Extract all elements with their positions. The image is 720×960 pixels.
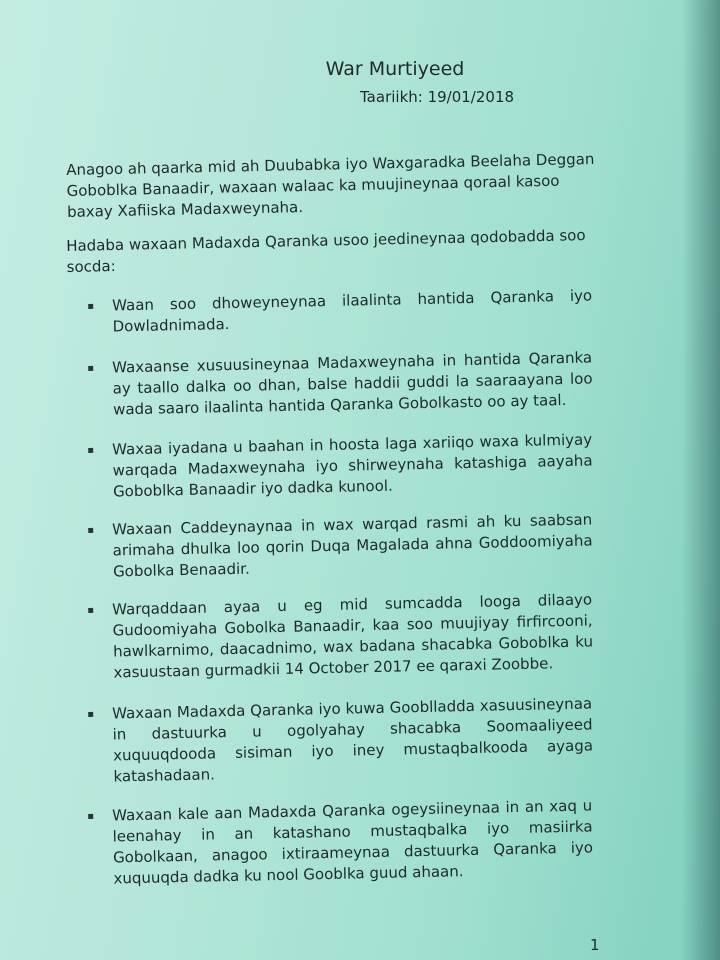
bullet-text: Warqaddaan ayaa u eg mid sumcadda looga dilaayo Gudoomiyaha Gobolka Banaadir, kaa soo muujiyay firfircooni, hawlkarnimo, daacadnimo, wax badana shacabka Goboblka ku xasuustaan gurmadkii 14 October 2017 ee qaraxi Zoobbe. xyxy=(112,590,594,682)
bullet-mark xyxy=(88,712,93,717)
bullet-text: Waan soo dhoweyneynaa ilaalinta hantida Qaranka iyo Dowladnimada. xyxy=(112,286,593,336)
document-title: War Murtiyeed xyxy=(325,58,465,80)
bullet-text: Waxaan Caddeynaynaa in wax warqad rasmi ah ku saabsan arimaha dhulka loo qorin Duqa Magalada ahna Goddoomiyaha Gobolka Benaadir. xyxy=(112,510,593,581)
bullet-mark xyxy=(88,528,93,533)
document-date: Taariikh: 19/01/2018 xyxy=(360,88,515,106)
bullet-item-6 xyxy=(88,693,594,788)
bullet-item-5 xyxy=(88,589,594,684)
bullet-text: Waxaa iyadana u baahan in hoosta laga xariiqo waxa kulmiyay warqada Madaxweynaha iyo shirweynaha katashiga aayaha Goboblka Banaadir iyo dadka kunool. xyxy=(112,430,593,501)
bullet-item-2 xyxy=(88,347,593,421)
intro-paragraph: Anagoo ah qaarka mid ah Duubabka iyo Waxgaradka Beelaha Deggan Goboblka Banaadir, waxaan walaac ka muujineynaa qoraal kasoo baxay Xafiiska Madaxweynaha. xyxy=(66,149,595,221)
bullet-text: Waxaan Madaxda Qaranka iyo kuwa Gooblladda xasuusineynaa in dastuurka u ogolyahay shacabka Soomaaliyeed xuquuqdooda sisiman iyo iney mustaqbalkooda ayaga katashadaan. xyxy=(112,694,594,786)
bullet-item-3 xyxy=(88,429,593,503)
bullet-item-4 xyxy=(88,509,593,583)
page-shadow xyxy=(682,0,720,960)
bullet-text: Waxaan kale aan Madaxda Qaranka ogeysiineynaa in an xaq u leenahay in an katashano mustaqbalka iyo masiirka Gobolkaan, anagoo ixtiraameynaa dastuurka Qaranka iyo xuquuqda dadka ku nool Gooblka guud ahaan. xyxy=(112,796,594,888)
page-number: 1 xyxy=(590,936,600,954)
bullet-mark xyxy=(88,814,93,819)
bullet-mark xyxy=(88,304,93,309)
bullet-mark xyxy=(88,448,93,453)
bullet-item-1 xyxy=(88,285,593,338)
bullet-mark xyxy=(88,608,93,613)
bullet-mark xyxy=(88,366,93,371)
lead-paragraph: Hadaba waxaan Madaxda Qaranka usoo jeedineynaa qodobadda soo socda: xyxy=(66,226,586,276)
bullet-item-7 xyxy=(88,795,594,890)
bullet-text: Waxaanse xusuusineynaa Madaxweynaha in hantida Qaranka ay taallo dalka oo dhan, balse haddii guddi la saaraayana loo wada saaro ilaalinta hantida Qaranka Gobolkasto oo ay taal. xyxy=(112,348,593,419)
